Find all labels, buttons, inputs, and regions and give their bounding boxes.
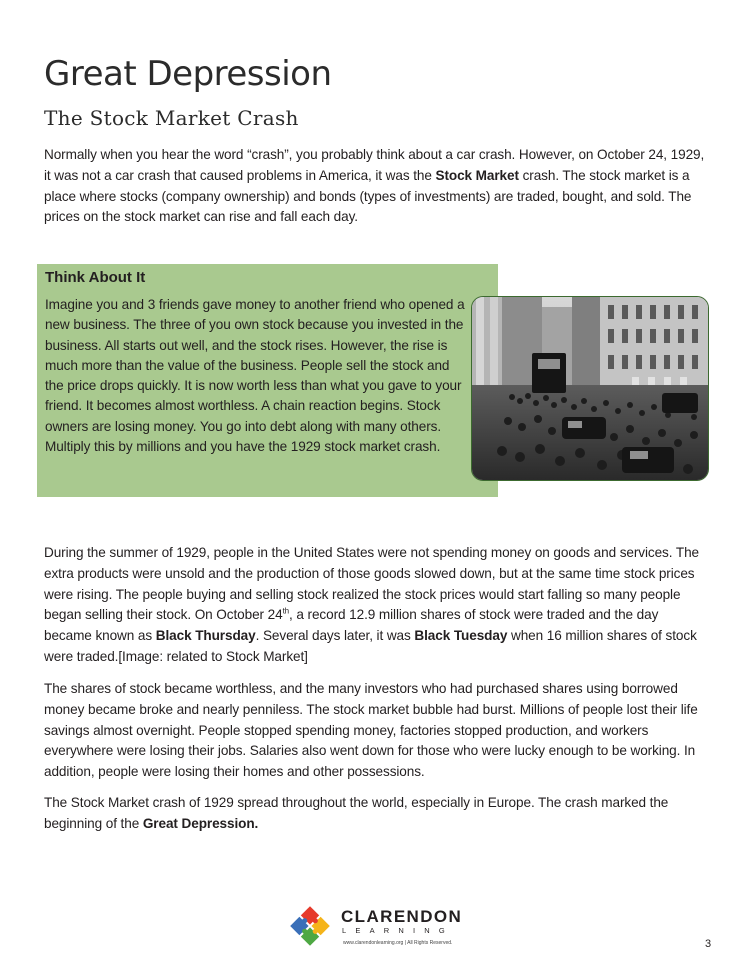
p4-bold-great-depression: Great Depression. bbox=[142, 815, 259, 831]
p2-superscript: th bbox=[282, 606, 290, 616]
conclusion-paragraph bbox=[44, 793, 708, 835]
page-subtitle: The Stock Market Crash bbox=[44, 106, 299, 130]
think-about-it-box bbox=[37, 264, 498, 497]
intro-text-2: crash. The stock market is a place where stocks (company ownership) and bonds (types of investments) are traded, bought, and sold. The prices on the stock market can rise and fall each day. bbox=[44, 167, 692, 225]
clarendon-learning-logo bbox=[287, 904, 467, 948]
p4-text-1: The Stock Market crash of 1929 spread throughout the world, especially in Europe. The crash marked the beginning of the bbox=[44, 795, 669, 831]
worthless-shares-paragraph: The shares of stock became worthless, and the many investors who had purchased shares using borrowed money became broke and nearly penniless. The stock market bubble had burst. Millions of people lost their life savings almost overnight. People stopped spending money, factories stopped production, and workers everywhere were losing their jobs. Salaries also went down for those who were lucky enough to be working. In addition, people were losing their homes and other possessions. bbox=[44, 681, 698, 780]
p2-text-1: During the summer of 1929, people in the United States were not spending money on goods and services. The extra products were unsold and the production of those goods slowed down, but at the same time stock prices were rising. The people buying and selling stock realized the stock prices would start falling so many people began selling their stock. On October 24 bbox=[44, 545, 699, 623]
intro-paragraph bbox=[44, 145, 708, 228]
p2-text-3: . Several days later, it was bbox=[255, 628, 415, 644]
p2-text-2: , a record 12.9 million shares of stock were traded and the day became known as bbox=[44, 607, 659, 644]
p2-text-4: when 16 million shares of stock were traded.[Image: related to Stock Market] bbox=[44, 628, 697, 664]
p2-bold-black-tuesday: Black Tuesday bbox=[414, 628, 508, 644]
logo-copyright: www.clarendonlearning.org | All Rights Reserved. bbox=[343, 940, 453, 946]
think-about-it-text: Imagine you and 3 friends gave money to another friend who opened a new business. The three of you own stock because you invested in the business. All starts out well, and the stock rises. However, the rise is much more than the value of the business. People sell the stock and the price drops quickly. It is now worth less than what you gave to your friend. It becomes almost worthless. A chain reaction begins. Stock owners are losing money. You go into debt along with many others. Multiply this by millions and you have the 1929 stock market crash. bbox=[45, 297, 465, 455]
logo-brand-name: CLARENDON bbox=[341, 907, 463, 926]
intro-text-1: Normally when you hear the word “crash”, you probably think about a car crash. However, on October 24, 1929, it was not a car crash that caused problems in America, it was the bbox=[44, 147, 705, 183]
puzzle-logo-icon bbox=[287, 904, 333, 948]
intro-bold-stock-market: Stock Market bbox=[435, 167, 519, 183]
black-thursday-paragraph bbox=[44, 543, 708, 668]
crowd-photo-illustration bbox=[472, 297, 708, 480]
stock-market-crowd-photo bbox=[471, 296, 709, 481]
page-number: 3 bbox=[705, 938, 712, 950]
logo-brand-subtitle: LEARNING bbox=[342, 926, 454, 935]
think-about-it-heading: Think About It bbox=[45, 269, 146, 286]
p2-bold-black-thursday: Black Thursday bbox=[155, 628, 256, 644]
page-title: Great Depression bbox=[44, 54, 332, 94]
